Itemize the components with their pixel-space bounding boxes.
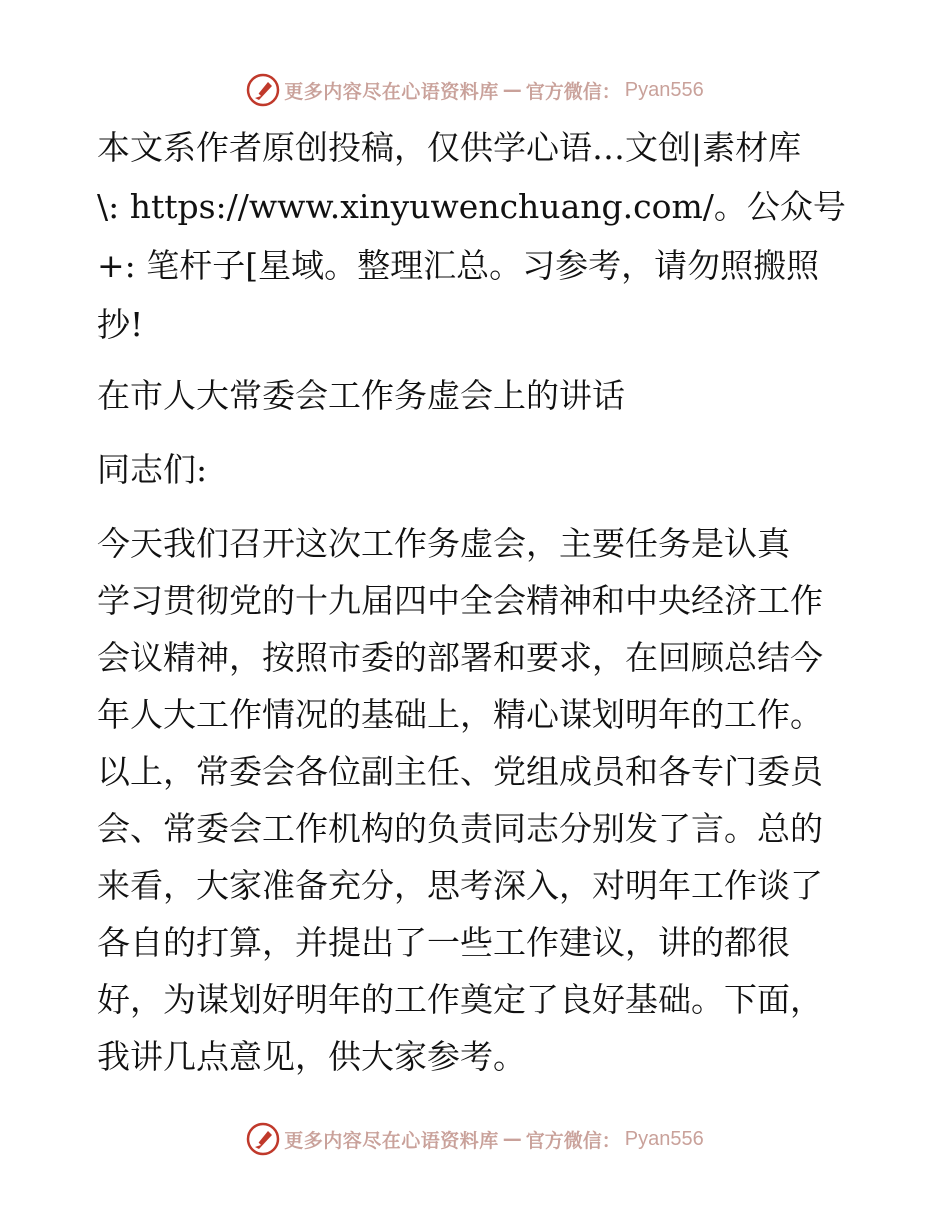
watermark-suffix: 官方微信： (525, 80, 621, 103)
intro-line: 抄! (97, 305, 144, 344)
intro-line: \: https://www.xinyuwenchuang.com/。公众号 (97, 187, 846, 226)
intro-line: 本文系作者原创投稿，仅供学心语…文创|素材库 (97, 128, 802, 167)
watermark-account: Pyan556 (624, 1127, 704, 1150)
watermark-separator: — (502, 1128, 522, 1150)
watermark-account: Pyan556 (624, 78, 704, 101)
watermark-main-text: 更多内容尽在心语资料库 (284, 80, 499, 103)
paragraph-line: 来看，大家准备充分，思考深入，对明年工作谈了 (97, 866, 823, 905)
watermark-main-text: 更多内容尽在心语资料库 (284, 1129, 499, 1152)
paragraph-line: 学习贯彻党的十九届四中全会精神和中央经济工作 (97, 581, 823, 620)
pen-logo-icon (246, 73, 280, 107)
watermark-suffix: 官方微信： (525, 1129, 621, 1152)
watermark-separator: — (502, 79, 522, 101)
pen-logo-icon (246, 1122, 280, 1156)
paragraph-line: 会议精神，按照市委的部署和要求，在回顾总结今 (97, 638, 823, 677)
paragraph-line: 各自的打算，并提出了一些工作建议，讲的都很 (97, 923, 790, 962)
paragraph-line: 我讲几点意见，供大家参考。 (97, 1037, 526, 1076)
salutation: 同志们: (97, 450, 208, 489)
paragraph-line: 年人大工作情况的基础上，精心谋划明年的工作。 (97, 695, 823, 734)
paragraph-line: 今天我们召开这次工作务虚会，主要任务是认真 (97, 524, 790, 563)
paragraph-line: 会、常委会工作机构的负责同志分别发了言。总的 (97, 809, 823, 848)
document-body (97, 124, 857, 1084)
paragraph-line: 以上，常委会各位副主任、党组成员和各专门委员 (97, 752, 823, 791)
speech-title: 在市人大常委会工作务虚会上的讲话 (97, 376, 625, 415)
paragraph-line: 好，为谋划好明年的工作奠定了良好基础。下面， (97, 980, 823, 1019)
intro-line: +: 笔杆子[星域。整理汇总。习参考，请勿照搬照 (97, 246, 820, 285)
footer-watermark (0, 1117, 950, 1161)
header-watermark (0, 68, 950, 112)
